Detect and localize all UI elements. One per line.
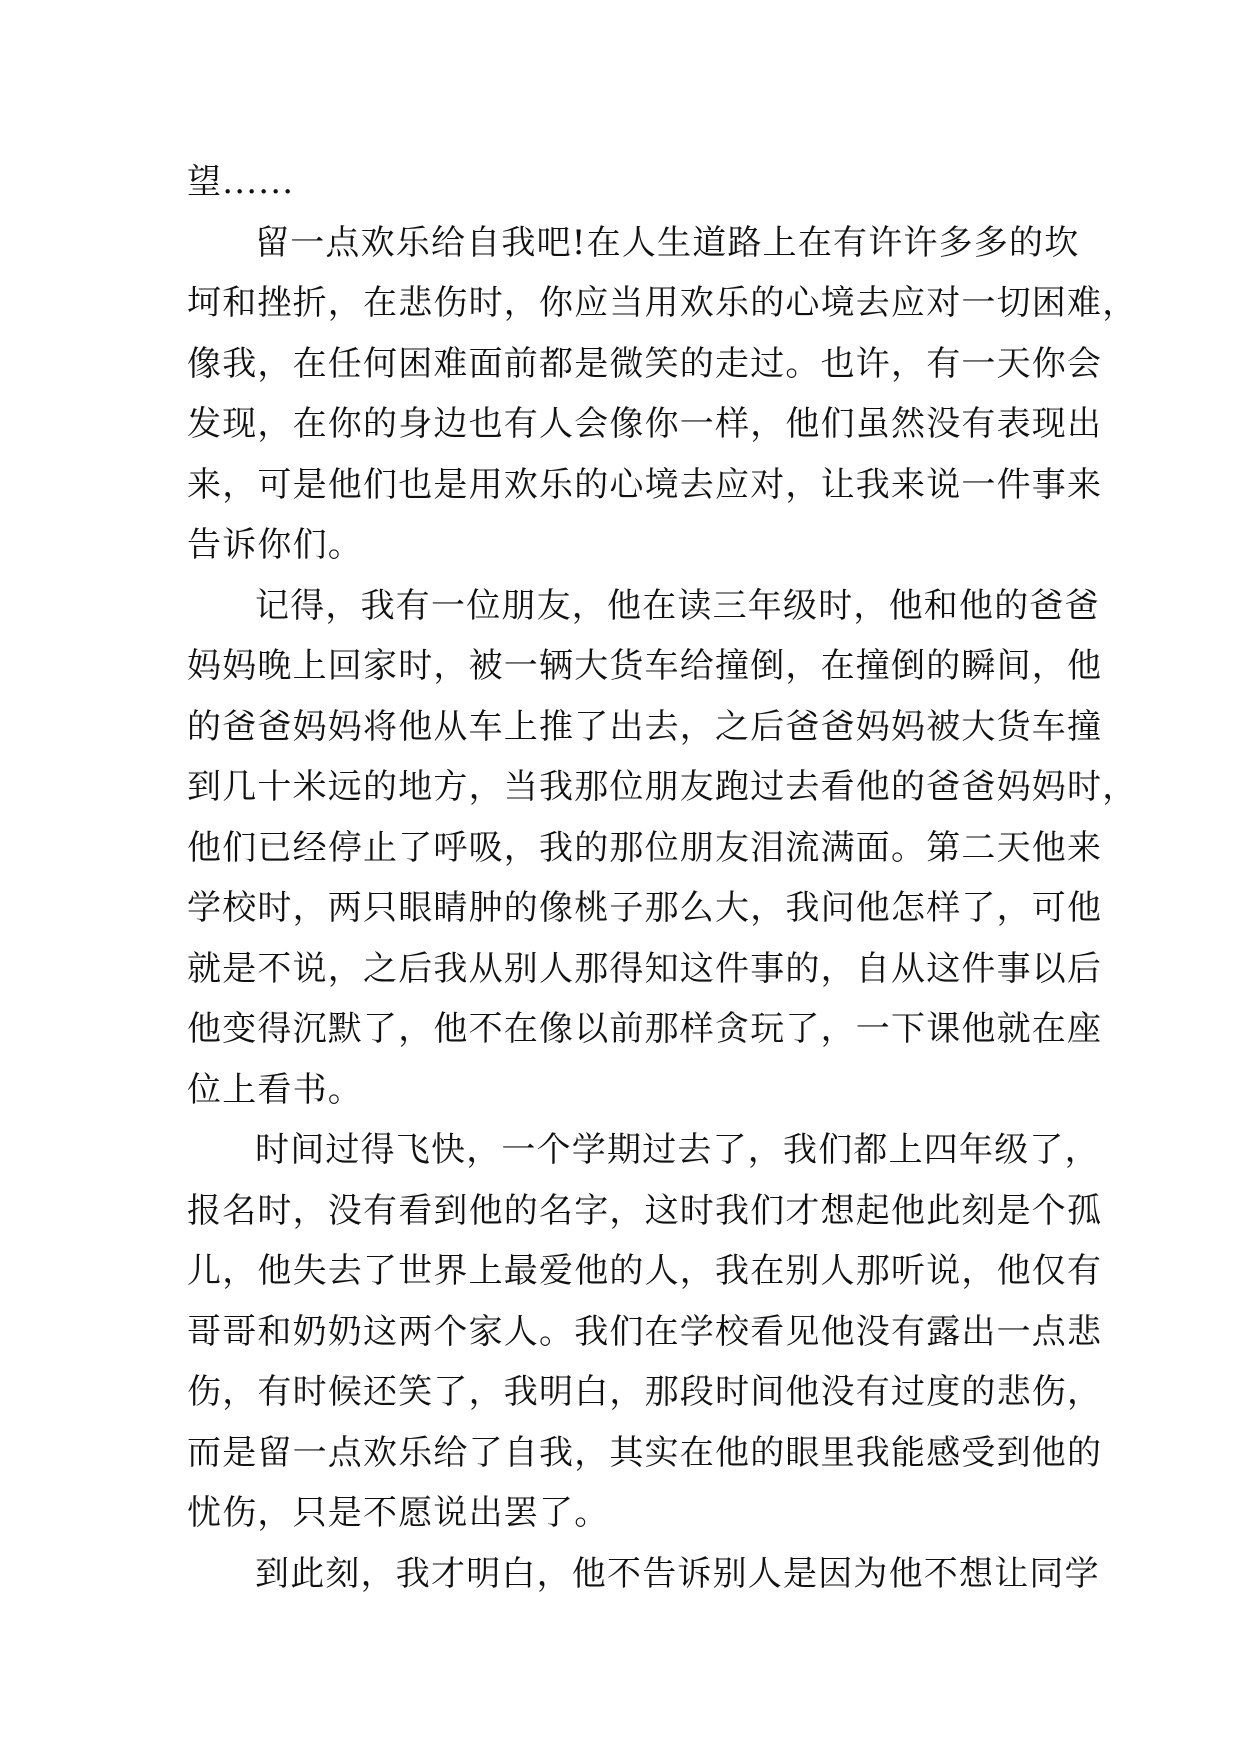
text-line: 就是不说，之后我从别人那得知这件事的，自从这件事以后	[187, 948, 1103, 989]
text-line: 学校时，两只眼睛肿的像桃子那么大，我问他怎样了，可他	[187, 888, 1103, 928]
text-line: 到几十米远的地方，当我那位朋友跑过去看他的爸爸妈妈时，	[187, 767, 1138, 807]
paragraph-realization	[187, 1544, 1100, 1605]
paragraph-joy-for-self	[187, 213, 1138, 576]
text-line: 他变得沉默了，他不在像以前那样贪玩了，一下课他就在座	[187, 1009, 1103, 1049]
text-line: 告诉你们。	[187, 525, 363, 565]
paragraph-friend-story	[187, 576, 1138, 1121]
text-line: 记得，我有一位朋友，他在读三年级时，他和他的爸爸	[255, 585, 1100, 626]
text-line: 位上看书。	[187, 1069, 363, 1110]
text-line: 时间过得飞快，一个学期过去了，我们都上四年级了，	[255, 1130, 1100, 1170]
text-line: 到此刻，我才明白，他不告诉别人是因为他不想让同学	[255, 1553, 1100, 1594]
text-line: 像我，在任何困难面前都是微笑的走过。也许，有一天你会	[187, 343, 1103, 384]
document-body	[187, 152, 1138, 1604]
text-line: 伤，有时候还笑了，我明白，那段时间他没有过度的悲伤，	[187, 1372, 1103, 1412]
text-line: 望......	[187, 162, 295, 202]
text-line: 的爸爸妈妈将他从车上推了出去，之后爸爸妈妈被大货车撞	[187, 706, 1103, 747]
paragraph-continuation	[187, 152, 1055, 213]
text-line: 报名时，没有看到他的名字，这时我们才想起他此刻是个孤	[187, 1190, 1103, 1231]
paragraph-time-passed	[187, 1120, 1103, 1544]
text-line: 发现，在你的身边也有人会像你一样，他们虽然没有表现出	[187, 404, 1103, 444]
text-line: 忧伤，只是不愿说出罢了。	[187, 1493, 610, 1533]
text-line: 留一点欢乐给自我吧!在人生道路上在有许许多多的坎	[255, 222, 1080, 263]
text-line: 妈妈晚上回家时，被一辆大货车给撞倒，在撞倒的瞬间，他	[187, 646, 1103, 686]
text-line: 他们已经停止了呼吸，我的那位朋友泪流满面。第二天他来	[187, 827, 1103, 868]
text-line: 哥哥和奶奶这两个家人。我们在学校看见他没有露出一点悲	[187, 1311, 1103, 1352]
text-line: 儿，他失去了世界上最爱他的人，我在别人那听说，他仅有	[187, 1251, 1103, 1291]
text-line: 而是留一点欢乐给了自我，其实在他的眼里我能感受到他的	[187, 1432, 1103, 1473]
text-line: 来，可是他们也是用欢乐的心境去应对，让我来说一件事来	[187, 464, 1103, 505]
text-line: 坷和挫折，在悲伤时，你应当用欢乐的心境去应对一切困难，	[187, 283, 1138, 323]
